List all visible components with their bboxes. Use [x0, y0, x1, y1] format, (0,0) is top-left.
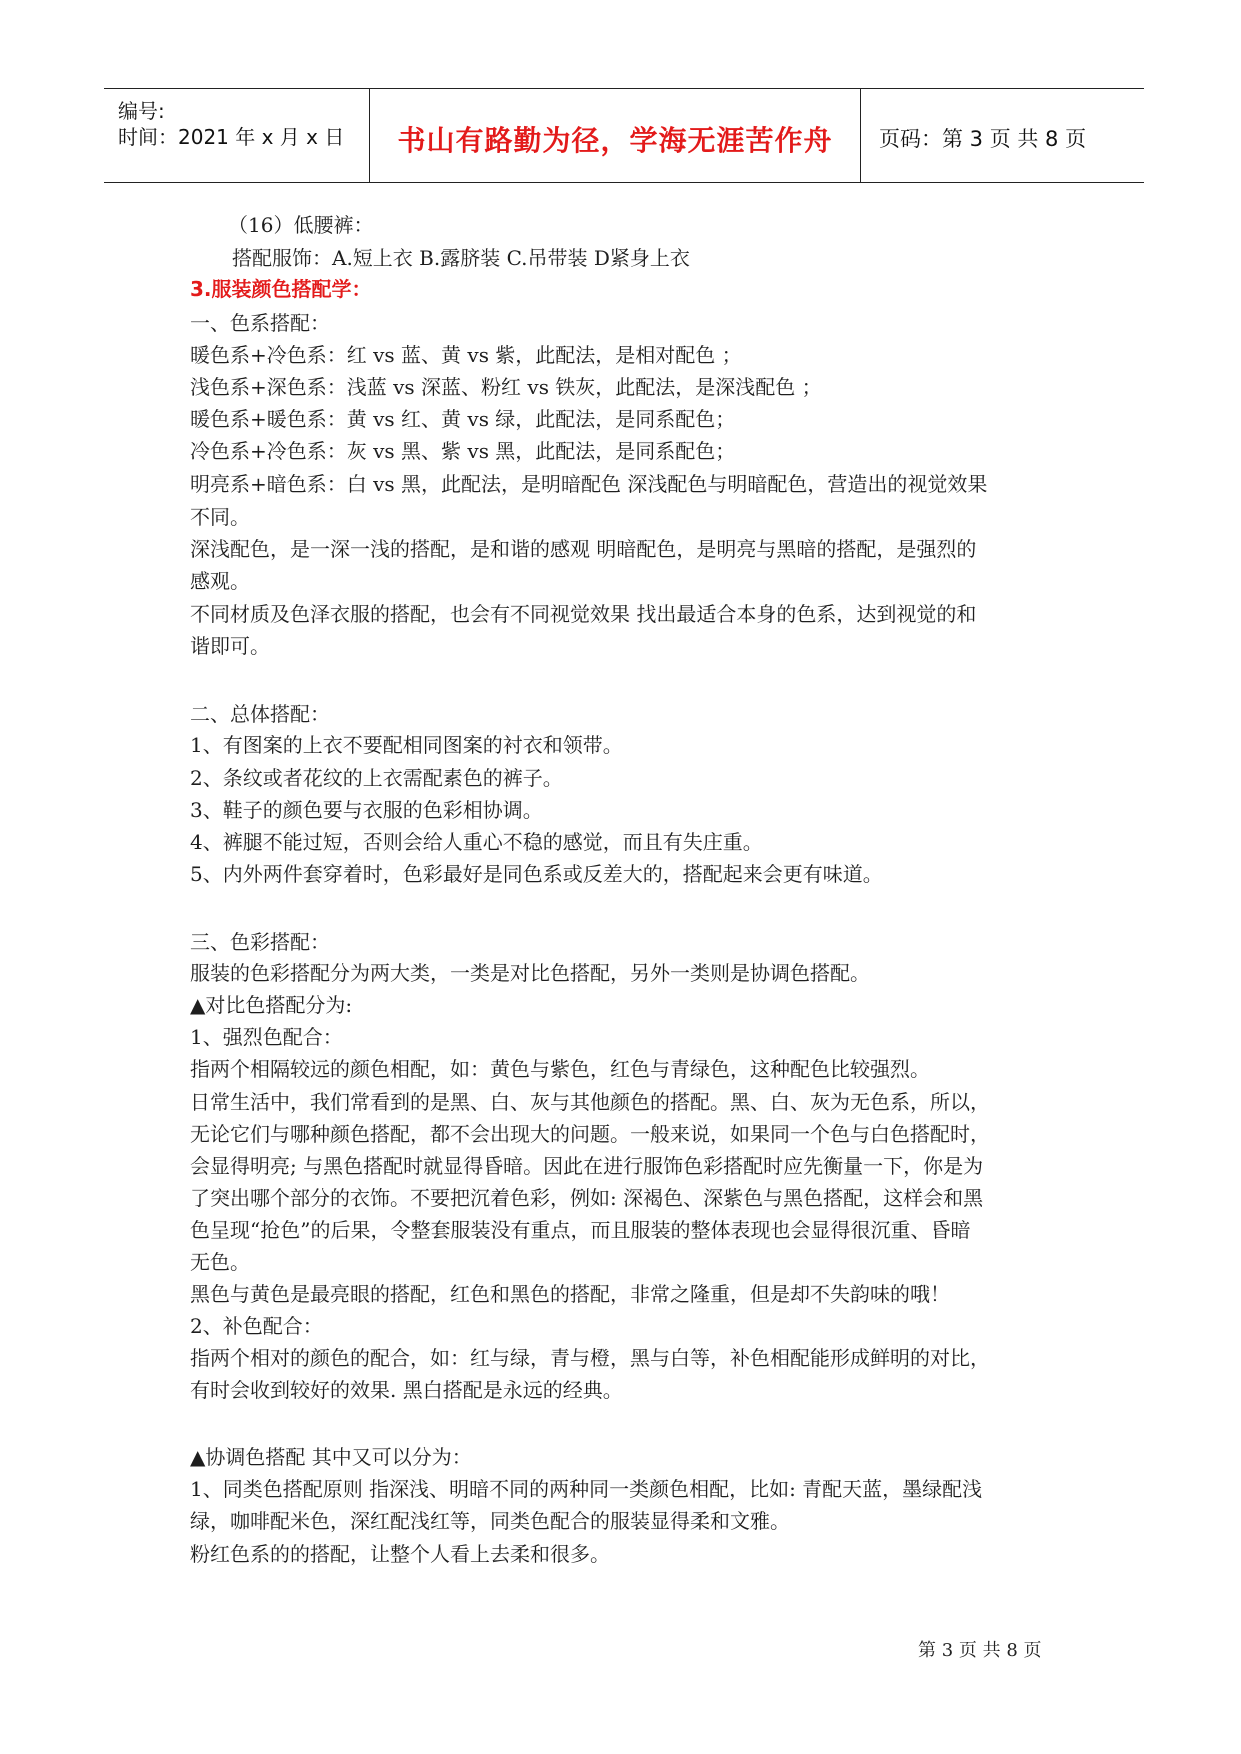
header-table	[104, 88, 1144, 183]
body-line: ▲协调色搭配 其中又可以分为：	[190, 1445, 472, 1469]
body-line: 色呈现“抢色”的后果，令整套服装没有重点，而且服装的整体表现也会显得很沉重、昏暗	[190, 1218, 971, 1242]
body-line: 不同。	[190, 505, 250, 529]
body-line: 三、色彩搭配：	[190, 930, 330, 954]
list-item: 3、鞋子的颜色要与衣服的色彩相协调。	[190, 798, 543, 822]
body-line: 明亮系+暗色系：白 vs 黑，此配法，是明暗配色 深浅配色与明暗配色，营造出的视觉效果	[190, 472, 988, 496]
body-line: 日常生活中，我们常看到的是黑、白、灰与其他颜色的搭配。黑、白、灰为无色系，所以，	[190, 1090, 990, 1114]
body-line: 浅色系+深色系：浅蓝 vs 深蓝、粉红 vs 铁灰，此配法，是深浅配色 ；	[190, 375, 822, 399]
body-line: 谐即可。	[190, 634, 270, 658]
list-item: 4、裤腿不能过短，否则会给人重心不稳的感觉，而且有失庄重。	[190, 830, 763, 854]
section-heading: 3.服装颜色搭配学：	[190, 277, 372, 301]
body-line: 无色。	[190, 1250, 250, 1274]
body-line: 指两个相隔较远的颜色相配，如：黄色与紫色，红色与青绿色，这种配色比较强烈。	[190, 1057, 930, 1081]
body-line: 2、补色配合：	[190, 1314, 323, 1338]
body-line: 1、强烈色配合：	[190, 1025, 343, 1049]
body-line: 粉红色系的的搭配，让整个人看上去柔和很多。	[190, 1542, 610, 1566]
list-item: 1、有图案的上衣不要配相同图案的衬衣和领带。	[190, 733, 623, 757]
body-line: 绿，咖啡配米色，深红配浅红等，同类色配合的服装显得柔和文雅。	[190, 1509, 790, 1533]
list-item: 5、内外两件套穿着时，色彩最好是同色系或反差大的，搭配起来会更有味道。	[190, 862, 883, 886]
body-line: 深浅配色，是一深一浅的搭配，是和谐的感观 明暗配色，是明亮与黑暗的搭配，是强烈的	[190, 537, 977, 561]
header-right-cell	[861, 89, 1144, 182]
header-middle-cell	[370, 89, 861, 182]
body-line: ▲对比色搭配分为:	[190, 993, 353, 1017]
body-line: 无论它们与哪种颜色搭配，都不会出现大的问题。一般来说，如果同一个色与白色搭配时，	[190, 1122, 990, 1146]
body-line: （16）低腰裤：	[228, 213, 374, 237]
body-line: 了突出哪个部分的衣饰。不要把沉着色彩，例如: 深褐色、深紫色与黑色搭配，这样会和黑	[190, 1186, 984, 1210]
list-item: 2、条纹或者花纹的上衣需配素色的裤子。	[190, 766, 563, 790]
document-number-label: 编号:	[118, 99, 165, 123]
page-footer: 第 3 页 共 8 页	[918, 1640, 1042, 1661]
body-line: 指两个相对的颜色的配合，如：红与绿，青与橙，黑与白等，补色相配能形成鲜明的对比，	[190, 1346, 990, 1370]
body-line: 一、色系搭配：	[190, 311, 330, 335]
body-line: 暖色系+冷色系：红 vs 蓝、黄 vs 紫，此配法，是相对配色 ；	[190, 343, 742, 367]
body-line: 二、总体搭配：	[190, 702, 330, 726]
body-line: 黑色与黄色是最亮眼的搭配，红色和黑色的搭配，非常之隆重，但是却不失韵味的哦！	[190, 1282, 950, 1306]
body-line: 冷色系+冷色系：灰 vs 黑、紫 vs 黑，此配法，是同系配色；	[190, 439, 736, 463]
body-line: 暖色系+暖色系：黄 vs 红、黄 vs 绿，此配法，是同系配色；	[190, 407, 736, 431]
body-line: 搭配服饰：A.短上衣 B.露脐装 C.吊带装 D紧身上衣	[232, 246, 690, 270]
body-line: 有时会收到较好的效果. 黑白搭配是永远的经典。	[190, 1378, 623, 1402]
body-line: 会显得明亮; 与黑色搭配时就显得昏暗。因此在进行服饰色彩搭配时应先衡量一下，你是为	[190, 1154, 984, 1178]
document-time-label: 时间：2021 年 x 月 x 日	[118, 125, 345, 149]
body-line: 感观。	[190, 569, 250, 593]
body-line: 不同材质及色泽衣服的搭配，也会有不同视觉效果 找出最适合本身的色系，达到视觉的和	[190, 602, 977, 626]
body-line: 服装的色彩搭配分为两大类，一类是对比色搭配，另外一类则是协调色搭配。	[190, 961, 870, 985]
header-left-cell	[104, 89, 370, 182]
header-motto: 书山有路勤为径，学海无涯苦作舟	[397, 124, 833, 157]
body-line: 1、同类色搭配原则 指深浅、明暗不同的两种同一类颜色相配，比如: 青配天蓝，墨绿配浅	[190, 1477, 983, 1501]
header-page-info: 页码：第 3 页 共 8 页	[879, 127, 1087, 151]
